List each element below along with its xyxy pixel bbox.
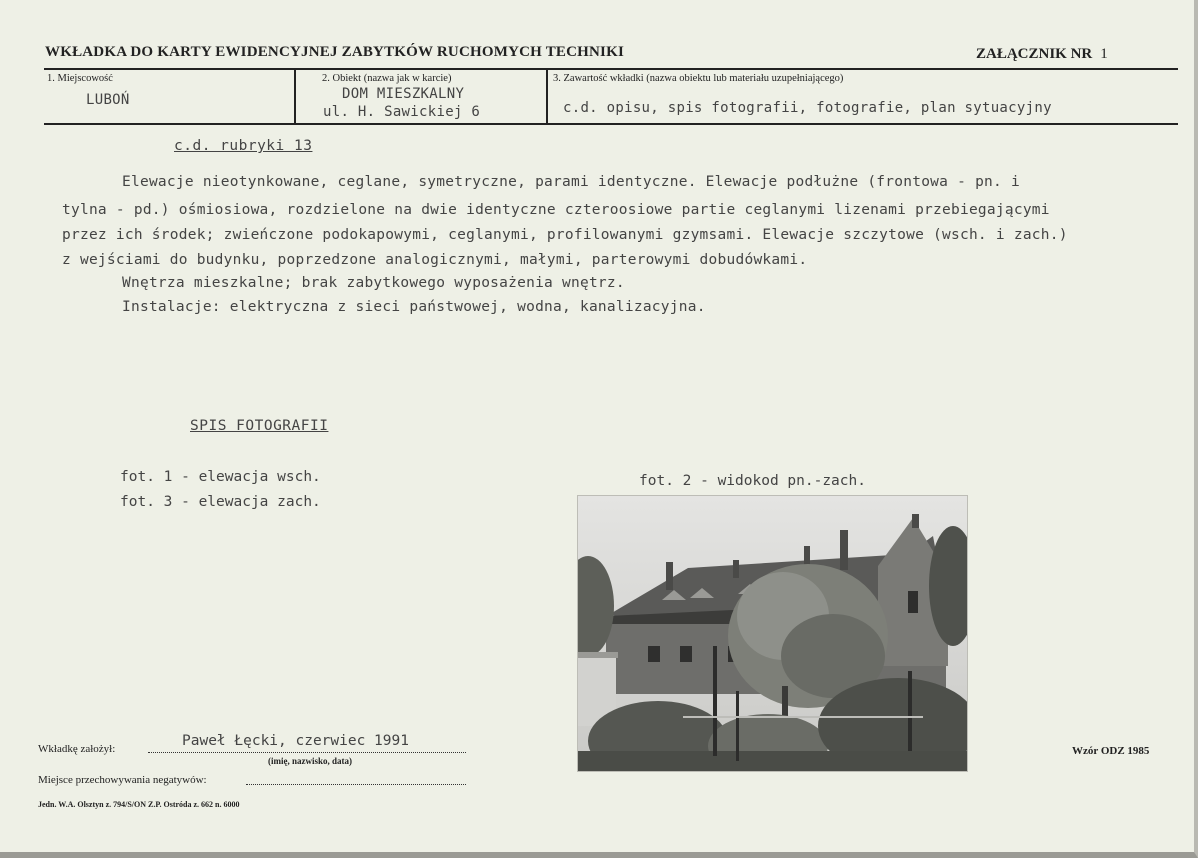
body-line-6: Instalacje: elektryczna z sieci państwowej, wodna, kanalizacyjna.: [122, 299, 706, 315]
object-value-line1: DOM MIESZKALNY: [342, 86, 465, 102]
header-top-rule: [44, 68, 1178, 70]
form-title: WKŁADKA DO KARTY EWIDENCYJNEJ ZABYTKÓW RUCHOMYCH TECHNIKI: [45, 44, 624, 60]
photo-list-item-3: fot. 3 - elewacja zach.: [120, 494, 321, 510]
photo-list-heading: SPIS FOTOGRAFII: [190, 418, 329, 434]
attachment-number: 1: [1100, 46, 1108, 62]
photo-caption: fot. 2 - widokod pn.-zach.: [639, 473, 866, 489]
form-model-label: Wzór ODZ 1985: [1072, 745, 1150, 757]
created-by-hint: (imię, nazwisko, data): [268, 756, 352, 766]
created-by-dotted-line: [148, 752, 466, 753]
header-bottom-rule: [44, 123, 1178, 125]
contents-value: c.d. opisu, spis fotografii, fotografie, plan sytuacyjny: [563, 100, 1052, 116]
object-label: 2. Obiekt (nazwa jak w karcie): [322, 73, 452, 84]
created-by-value: Paweł Łęcki, czerwiec 1991: [182, 733, 409, 749]
house-photograph: [577, 495, 968, 772]
location-value: LUBOŃ: [86, 92, 130, 108]
field-divider-2: [546, 69, 548, 124]
negatives-dotted-line: [246, 784, 466, 785]
body-line-4: z wejściami do budynku, poprzedzone analogicznymi, małymi, parterowymi dobudówkami.: [62, 252, 808, 268]
field-divider-1: [294, 69, 296, 124]
section-heading: c.d. rubryki 13: [174, 138, 313, 154]
photo-list-item-1: fot. 1 - elewacja wsch.: [120, 469, 321, 485]
body-line-5: Wnętrza mieszkalne; brak zabytkowego wyposażenia wnętrz.: [122, 275, 625, 291]
body-line-1: Elewacje nieotynkowane, ceglane, symetryczne, parami identyczne. Elewacje podłużne (frontowa - pn. i: [122, 174, 1020, 190]
body-line-3: przez ich środek; zwieńczone podokapowymi, ceglanymi, profilowanymi gzymsami. Elewacje szczytowe (wsch. i zach.): [62, 227, 1068, 243]
attachment-label: [976, 46, 1108, 63]
printer-imprint: Jedn. W.A. Olsztyn z. 794/S/ON Z.P. Ostróda z. 662 n. 6000: [38, 800, 240, 809]
object-value-line2: ul. H. Sawickiej 6: [323, 104, 481, 120]
negatives-location-label: Miejsce przechowywania negatywów:: [38, 774, 207, 786]
attachment-label-text: ZAŁĄCZNIK NR: [976, 46, 1093, 62]
location-label: 1. Miejscowość: [47, 73, 113, 84]
body-line-2: tylna - pd.) ośmiosiowa, rozdzielone na dwie identyczne czteroosiowe partie ceglanymi lizenami przebiegającymi: [62, 202, 1050, 218]
contents-label: 3. Zawartość wkładki (nazwa obiektu lub materiału uzupełniającego): [553, 73, 844, 84]
created-by-label: Wkładkę założył:: [38, 743, 116, 755]
house-photo-image: [578, 496, 967, 771]
